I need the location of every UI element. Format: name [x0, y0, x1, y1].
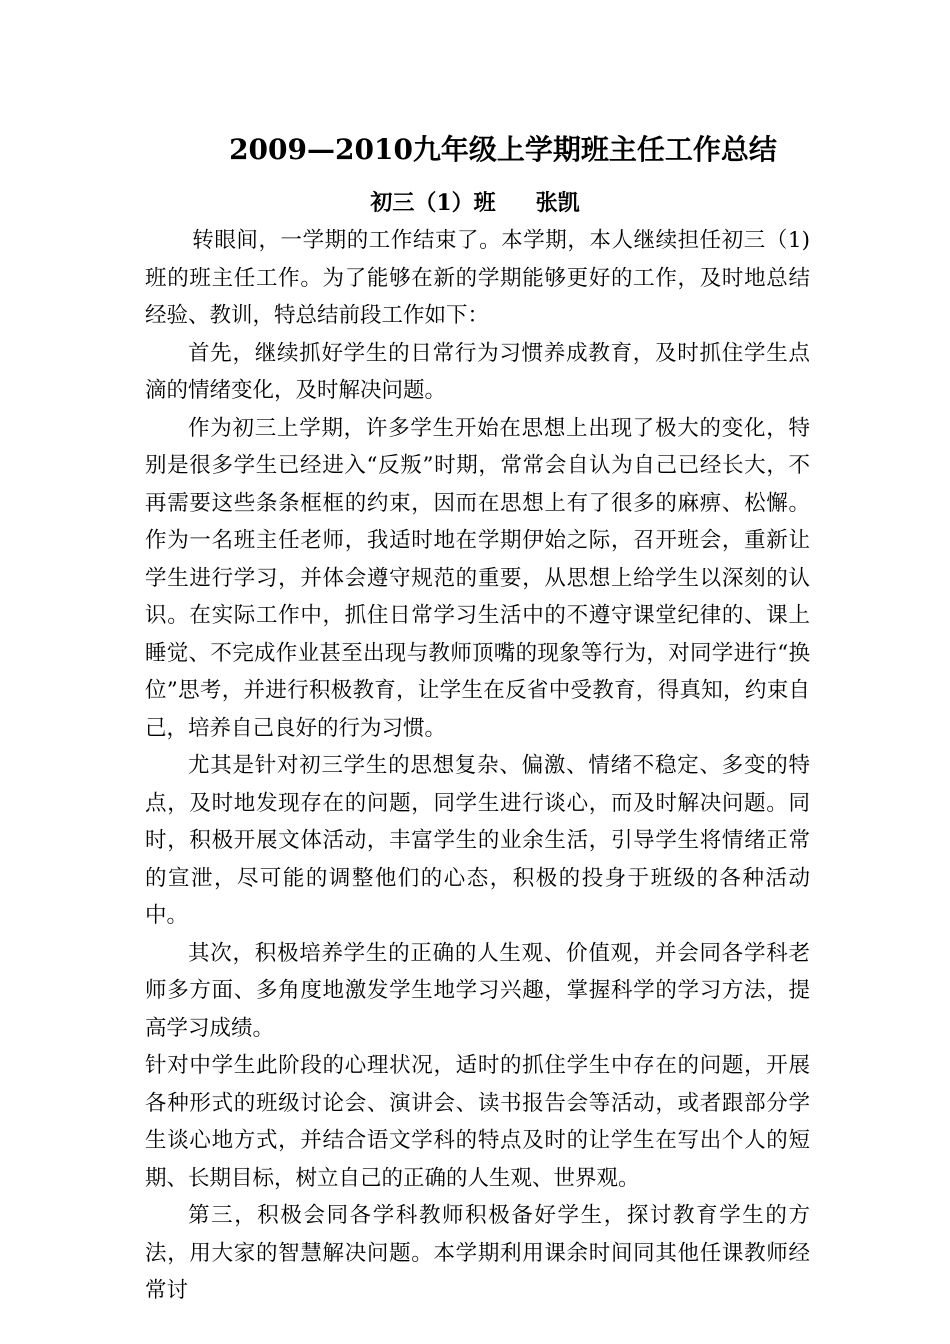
paragraph-third-point: 第三，积极会同各学科教师积极备好学生，探讨教育学生的方法，用大家的智慧解决问题。本学期利用课余时间同其他任课教师经常讨 — [145, 1203, 810, 1303]
paragraph-intro: 转眼间，一学期的工作结束了。本学期，本人继续担任初三（1)班的班主任工作。为了能够在新的学期能够更好的工作，及时地总结经验、教训，特总结前段工作如下： — [145, 228, 810, 328]
document-title: 2009—2010九年级上学期班主任工作总结 — [229, 133, 777, 166]
paragraph-grade-nine-changes: 作为初三上学期，许多学生开始在思想上出现了极大的变化，特别是很多学生已经进入“反叛”时期，常常会自认为自己已经长大，不再需要这些条条框框的约束，因而在思想上有了很多的麻痹、松懈。作为一名班主任老师，我适时地在学期伊始之际，召开班会，重新让学生进行学习，并体会遵守规范的重要，从思想上给学生以深刻的认识。在实际工作中，抓住日常学习生活中的不遵守课堂纪律的、课上睡觉、不完成作业甚至出现与教师顶嘴的现象等行为，对同学进行“换位”思考，并进行积极教育，让学生在反省中受教育，得真知，约束自己，培养自己良好的行为习惯。 — [145, 415, 810, 741]
paragraph-psychology: 针对中学生此阶段的心理状况，适时的抓住学生中存在的问题，开展各种形式的班级讨论会、演讲会、读书报告会等活动，或者跟部分学生谈心地方式，并结合语文学科的特点及时的让学生在写出个人的短期、长期目标，树立自己的正确的人生观、世界观。 — [145, 1053, 810, 1191]
document-title-row — [0, 128, 950, 172]
paragraph-emotional-guidance: 尤其是针对初三学生的思想复杂、偏激、情绪不稳定、多变的特点，及时地发现存在的问题，同学生进行谈心，而及时解决问题。同时，积极开展文体活动，丰富学生的业余生活，引导学生将情绪正常的宣泄，尽可能的调整他们的心态，积极的投身于班级的各种活动中。 — [145, 753, 810, 928]
paragraph-second-point: 其次，积极培养学生的正确的人生观、价值观，并会同各学科老师多方面、多角度地激发学生地学习兴趣，掌握科学的学习方法，提高学习成绩。 — [145, 940, 810, 1041]
paragraph-first-point: 首先，继续抓好学生的日常行为习惯养成教育，及时抓住学生点滴的情绪变化，及时解决问题。 — [145, 340, 810, 403]
class-name: 初三（1）班 — [370, 190, 496, 216]
author-name: 张凯 — [535, 190, 580, 216]
document-body — [145, 222, 810, 1310]
byline — [0, 188, 950, 218]
